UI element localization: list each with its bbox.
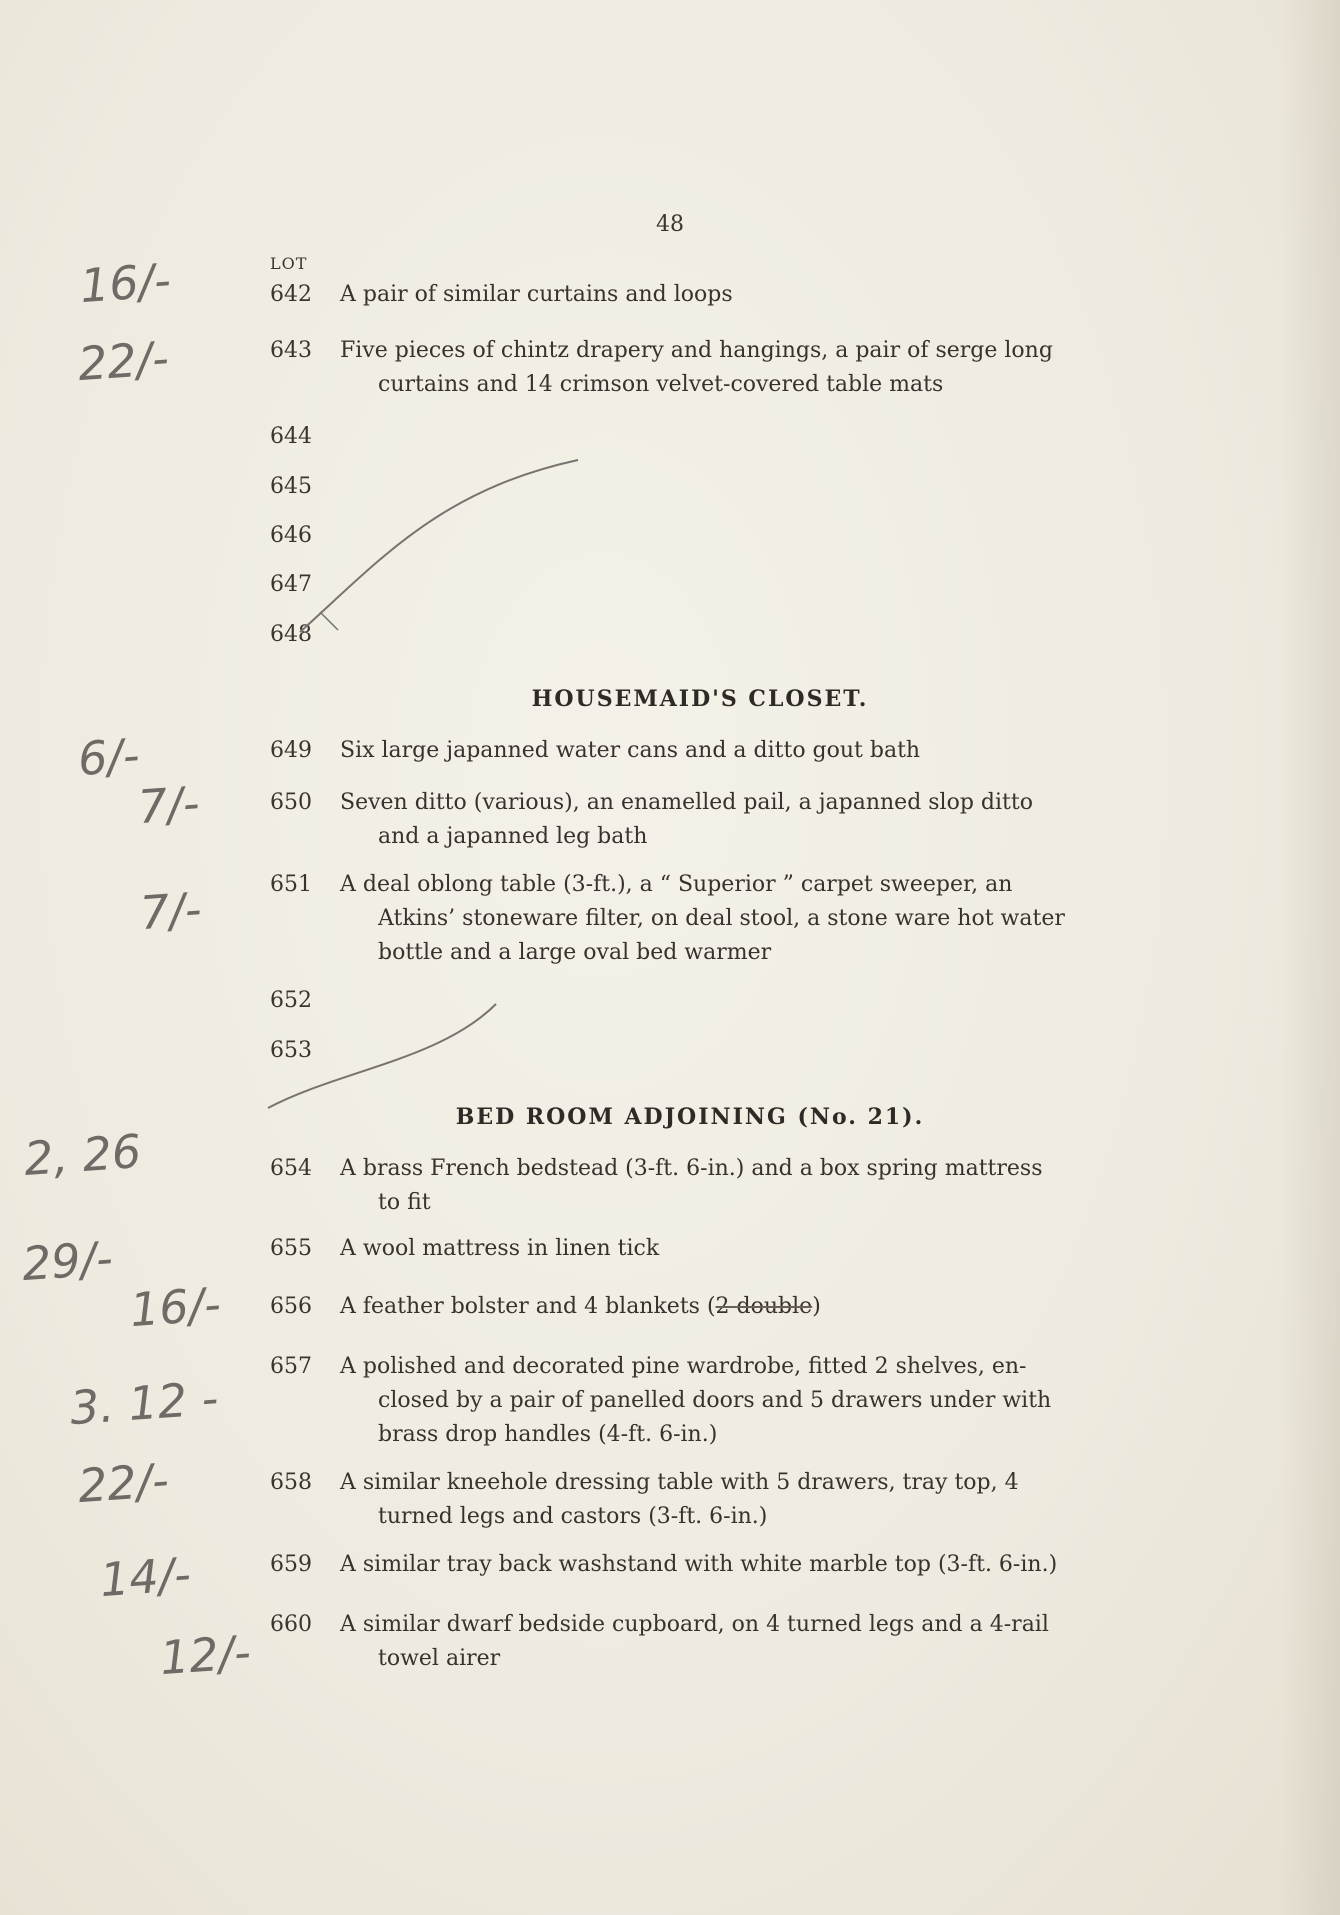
lot-number-642: 642: [270, 282, 312, 307]
lot-number-657: 657: [270, 1354, 312, 1379]
description-line: closed by a pair of panelled doors and 5 drawers under with: [378, 1388, 1052, 1413]
handwritten-price-643: 22/-: [76, 330, 171, 392]
lot-number-650: 650: [270, 790, 312, 815]
handwritten-price-658: 22/-: [76, 1452, 171, 1514]
lot-column-header: LOT: [270, 254, 308, 273]
description-line: A similar tray back washstand with white marble top (3-ft. 6-in.): [340, 1552, 1058, 1577]
handwritten-price-654: 2, 26: [22, 1123, 143, 1187]
pencil-stroke-unsold-652-653: [268, 1004, 496, 1108]
description-line: Seven ditto (various), an enamelled pail, a japanned slop ditto: [340, 790, 1033, 815]
lot-number-655: 655: [270, 1236, 312, 1261]
description-line: Atkins’ stoneware filter, on deal stool, a stone ware hot water: [378, 906, 1065, 931]
pencil-stroke-tick: [320, 612, 338, 630]
description-line: A brass French bedstead (3-ft. 6-in.) and a box spring mattress: [340, 1156, 1043, 1181]
lot-number-648: 648: [270, 622, 312, 647]
lot-number-652: 652: [270, 988, 312, 1013]
handwritten-price-657: 3. 12 -: [68, 1370, 220, 1436]
description-line: curtains and 14 crimson velvet-covered table mats: [378, 372, 944, 397]
description-line: A similar dwarf bedside cupboard, on 4 turned legs and a 4-rail: [340, 1612, 1049, 1637]
page-number: 48: [656, 212, 684, 237]
description-line: bottle and a large oval bed warmer: [378, 940, 772, 965]
handwritten-price-659: 14/-: [98, 1546, 193, 1608]
lot-number-660: 660: [270, 1612, 312, 1637]
description-line: A similar kneehole dressing table with 5 drawers, tray top, 4: [340, 1470, 1019, 1495]
description-line: A polished and decorated pine wardrobe, fitted 2 shelves, en-: [340, 1354, 1027, 1379]
handwritten-price-650: 7/-: [136, 775, 202, 835]
lot-number-645: 645: [270, 474, 312, 499]
handwritten-price-651: 7/-: [138, 881, 204, 941]
description-line: A wool mattress in linen tick: [340, 1236, 660, 1261]
lot-number-647: 647: [270, 572, 312, 597]
description-line: Five pieces of chintz drapery and hangings, a pair of serge long: [340, 338, 1053, 363]
description-line: to fit: [378, 1190, 431, 1215]
pencil-stroke-unsold-644-648: [300, 460, 578, 632]
lot-number-653: 653: [270, 1038, 312, 1063]
handwritten-price-649: 6/-: [76, 727, 142, 787]
description-text: A feather bolster and 4 blankets (: [340, 1294, 716, 1319]
lot-number-658: 658: [270, 1470, 312, 1495]
lot-number-649: 649: [270, 738, 312, 763]
lot-number-654: 654: [270, 1156, 312, 1181]
handwritten-price-655: 29/-: [20, 1230, 115, 1292]
lot-number-643: 643: [270, 338, 312, 363]
struck-through-text: 2 double: [715, 1294, 813, 1319]
handwritten-price-656: 16/-: [128, 1276, 223, 1338]
handwritten-price-660: 12/-: [158, 1624, 253, 1686]
section-heading-bed-room-adjoining: BED ROOM ADJOINING (No. 21).: [455, 1104, 925, 1130]
lot-number-644: 644: [270, 424, 312, 449]
description-line: turned legs and castors (3-ft. 6-in.): [378, 1504, 768, 1529]
lot-number-656: 656: [270, 1294, 312, 1319]
section-heading-housemaids-closet: HOUSEMAID'S CLOSET.: [531, 686, 869, 712]
description-line: brass drop handles (4-ft. 6-in.): [378, 1422, 718, 1447]
description-line: A pair of similar curtains and loops: [340, 282, 733, 307]
lot-number-646: 646: [270, 523, 312, 548]
description-line: and a japanned leg bath: [378, 824, 648, 849]
lot-number-651: 651: [270, 872, 312, 897]
handwritten-price-642: 16/-: [78, 252, 173, 314]
description-text: ): [812, 1294, 821, 1319]
lot-number-659: 659: [270, 1552, 312, 1577]
description-line: A deal oblong table (3-ft.), a “ Superior ” carpet sweeper, an: [340, 872, 1013, 897]
description-line: towel airer: [378, 1646, 501, 1671]
description-line: Six large japanned water cans and a ditto gout bath: [340, 738, 921, 763]
